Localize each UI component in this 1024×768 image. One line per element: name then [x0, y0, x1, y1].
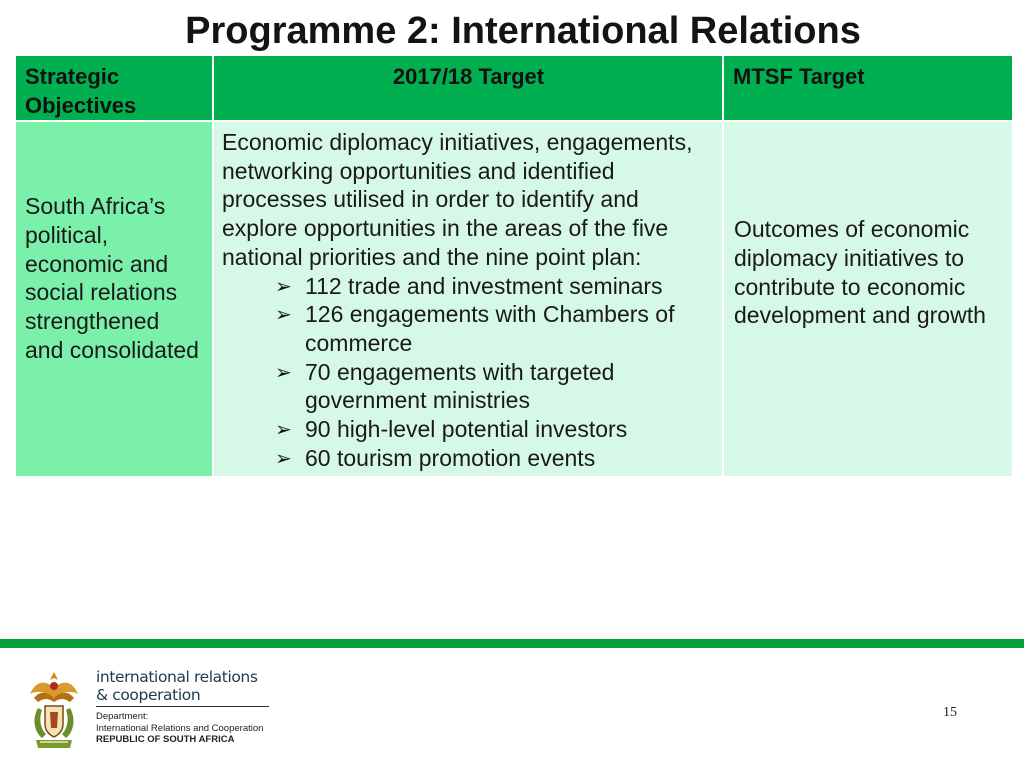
slide-title: Programme 2: International Relations — [185, 10, 861, 52]
list-item: ➢ 60 tourism promotion events — [275, 444, 596, 471]
arrowhead-bullet-icon: ➢ — [275, 419, 292, 442]
department-brand — [96, 668, 276, 746]
brand-divider — [96, 706, 269, 707]
arrowhead-bullet-icon: ➢ — [275, 275, 292, 298]
header-mtsf-target: MTSF Target — [723, 55, 1013, 121]
target-cell — [213, 121, 723, 477]
department-label: Department: — [96, 711, 149, 722]
target-bullet-list — [222, 272, 714, 473]
coat-of-arms-logo — [24, 668, 84, 752]
mtsf-cell — [723, 121, 1013, 477]
target-intro: Economic diplomacy initiatives, engagements, networking opportunities and identified processes utilised in order to identify and explore opportunities in the areas of the five national priorities and the nine point plan: — [222, 129, 693, 270]
objective-cell — [15, 121, 213, 477]
header-strategic-objectives: Strategic Objectives — [15, 55, 213, 121]
department-name: International Relations and Cooperation — [96, 722, 264, 734]
arrowhead-bullet-icon: ➢ — [275, 304, 292, 327]
table-row — [15, 121, 1013, 477]
list-item: ➢ 112 trade and investment seminars — [275, 272, 663, 299]
list-item: ➢ 126 engagements with Chambers of commerce — [275, 301, 675, 356]
coat-of-arms-icon — [24, 668, 84, 752]
list-item: ➢ 90 high-level potential investors — [275, 416, 628, 443]
table-header-row — [15, 55, 1013, 121]
objective-text: South Africa’s political, economic and social relations strengthened and consolidated — [25, 193, 199, 363]
page-number: 15 — [943, 705, 957, 720]
brand-line-1: international relations — [96, 668, 258, 686]
objectives-table — [14, 54, 1014, 478]
header-target-2017-18: 2017/18 Target — [213, 55, 723, 121]
arrowhead-bullet-icon: ➢ — [275, 361, 292, 384]
brand-line-2: & cooperation — [96, 686, 201, 704]
arrowhead-bullet-icon: ➢ — [275, 447, 292, 470]
footer-divider-bar — [0, 639, 1024, 648]
country-name: REPUBLIC OF SOUTH AFRICA — [96, 734, 235, 745]
mtsf-text: Outcomes of economic diplomacy initiatives to contribute to economic development and growth — [734, 216, 986, 329]
list-item: ➢ 70 engagements with targeted government ministries — [275, 358, 615, 414]
